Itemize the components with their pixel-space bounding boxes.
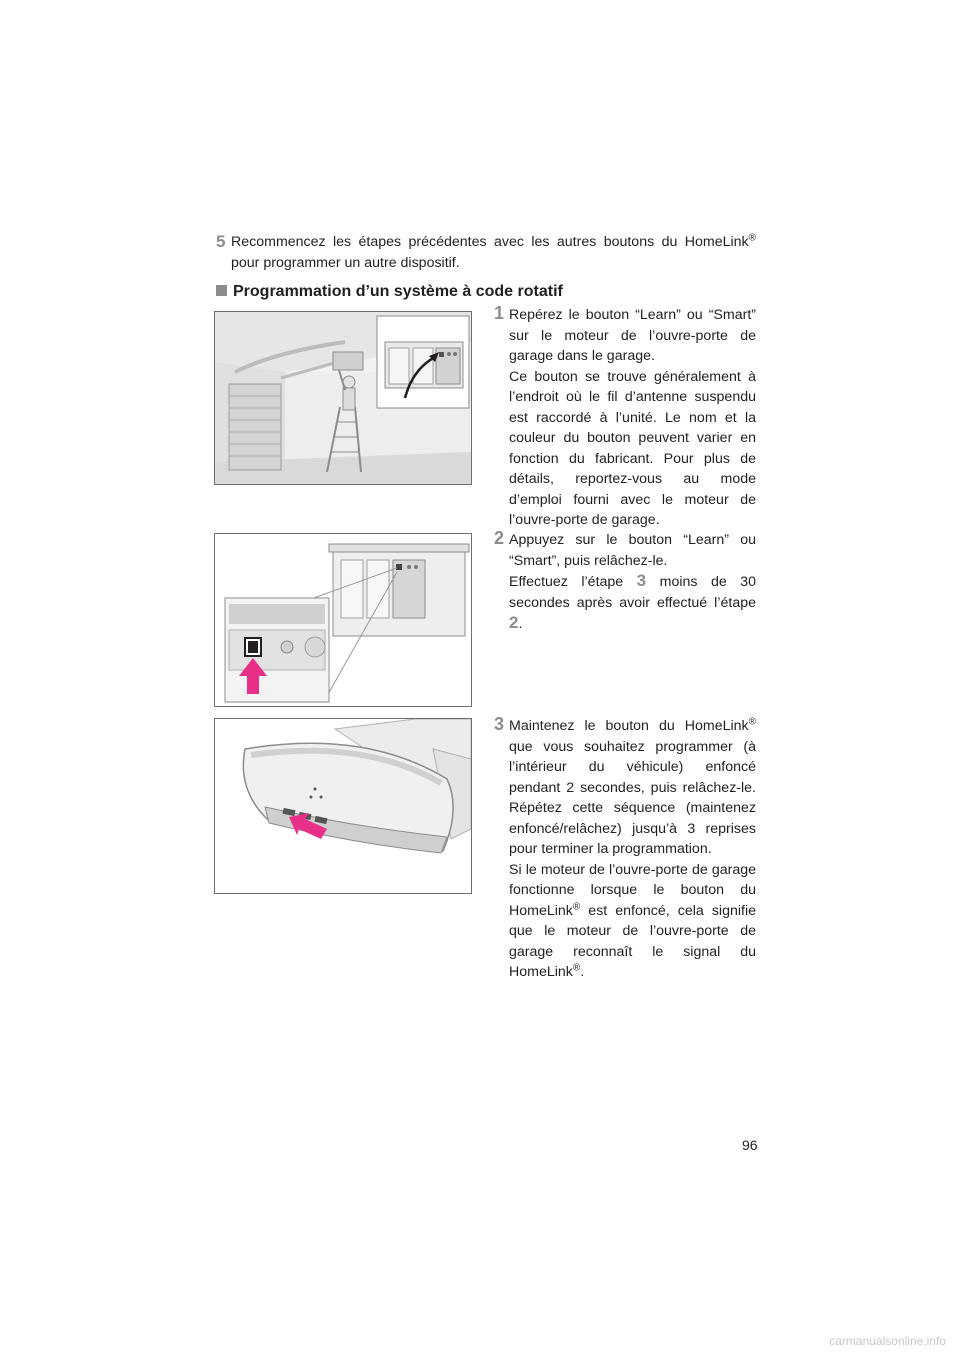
step-number: 3 (494, 714, 505, 734)
learn-button-illustration (214, 533, 472, 707)
homelink-mirror-illustration (214, 718, 472, 894)
step-2 (494, 530, 756, 635)
step-2-detail: Effectuez l’étape 3 moins de 30 secondes après avoir effectué l’étape 2. (509, 571, 756, 632)
step-reference: 3 (636, 571, 647, 590)
intro-step-text: Recommencez les étapes précédentes avec les autres boutons du HomeLink® pour programmer un autre dispositif. (231, 232, 756, 271)
step-2-main: Appuyez sur le bouton “Learn” ou “Smart”, puis relâchez-le. (509, 532, 756, 569)
step-3-main: Maintenez le bouton du HomeLink® que vous souhaitez programmer (à l’intérieur du véhicule) enfoncé pendant 2 secondes, puis relâchez-le. Répétez cette séquence (maintenez enfoncé/relâchez) jusqu’à 3 reprises pour terminer la programmation. (509, 716, 756, 857)
square-bullet-icon (216, 285, 227, 296)
watermark: carmanualsonline.info (829, 1334, 946, 1348)
page-number: 96 (742, 1137, 758, 1153)
step-1-main: Repérez le bouton “Learn” ou “Smart” sur le moteur de l’ouvre-porte de garage dans le garage. (509, 307, 756, 364)
step-number: 2 (494, 528, 505, 548)
section-heading: Programmation d’un système à code rotatif (216, 283, 563, 301)
garage-illustration (214, 311, 472, 485)
step-1 (494, 305, 756, 531)
step-3-detail: Si le moteur de l’ouvre-porte de garage fonctionne lorsque le bouton du HomeLink® est enfoncé, cela signifie que le moteur de l’ouvre-porte de garage reconnaît le signal du HomeLink®. (509, 861, 756, 980)
intro-step (216, 232, 756, 273)
step-reference: 2 (509, 613, 519, 632)
step-number: 5 (216, 232, 226, 251)
step-3 (494, 716, 756, 983)
step-1-detail: Ce bouton se trouve généralement à l’endroit où le fil d’antenne suspendu est raccordé à l’unité. Le nom et la couleur du bouton peuvent varier en fonction du fabricant. Pour plus de détails, reportez-vous au mode d’emploi fourni avec le moteur de l’ouvre-porte de garage. (509, 368, 756, 528)
step-number: 1 (494, 303, 505, 323)
